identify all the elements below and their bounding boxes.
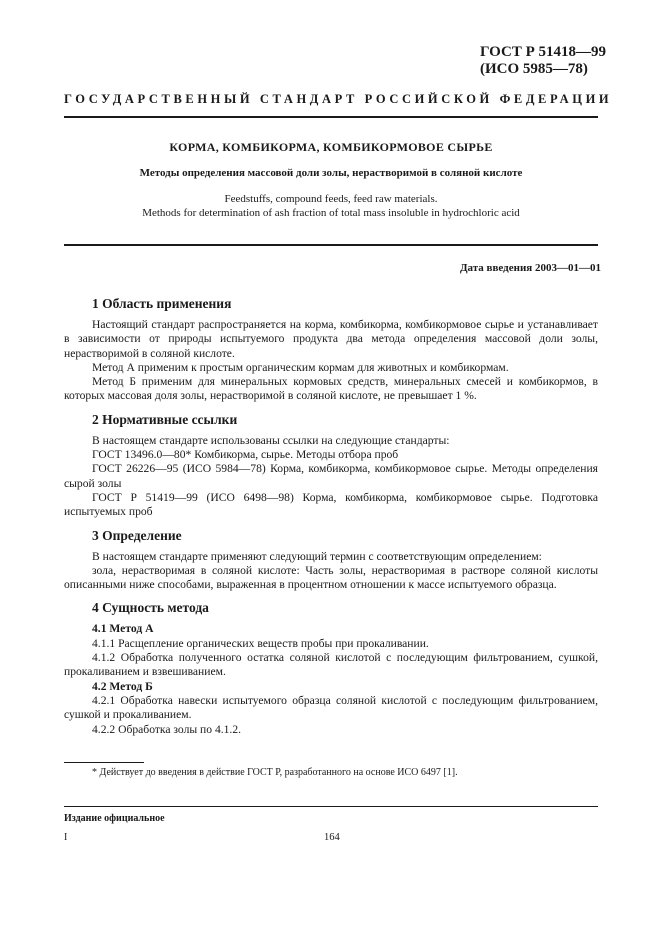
paragraph: Метод А применим к простым органическим кормам для животных и комбикормам. (92, 360, 509, 374)
section-scope (64, 296, 598, 404)
standard-code (480, 44, 606, 78)
standard-code-line2: (ИСО 5985—78) (479, 61, 588, 77)
paragraph: 4.2.2 Обработка золы по 4.1.2. (92, 722, 242, 736)
english-title-line1: Feedstuffs, compound feeds, feed raw materials. (224, 193, 438, 205)
document-body (64, 296, 598, 745)
reference-item: ГОСТ 26226—95 (ИСО 5984—78) Корма, комбикорма, комбикормовое сырье. Методы определения сырой золы (64, 462, 598, 490)
standard-code-line1: ГОСТ Р 51418—99 (479, 44, 606, 60)
section-normative-references (64, 412, 598, 520)
paragraph: Настоящий стандарт распространяется на корма, комбикорма, комбикормовое сырье и устанавливает в зависимости от природы испытуемого продукта два метода определения массовой доли золы, нерастворимой в соляной кислоте. (64, 318, 598, 360)
header-rule (64, 116, 598, 118)
sheet-mark: I (64, 832, 68, 843)
title-rule (64, 244, 598, 246)
section-method-essence (64, 600, 598, 736)
subsection-heading: 4.1 Метод А (92, 622, 154, 636)
introduction-date: Дата введения 2003—01—01 (459, 262, 601, 274)
definition-paragraph: зола, нерастворимая в соляной кислоте: Часть золы, нерастворимая в растворе соляной кислоты описанными ниже способами, выраженная в процентном отношении к массе испытуемого образца. (64, 563, 598, 592)
footnote: * Действует до введения в действие ГОСТ Р, разработанного на основе ИСО 6497 [1]. (92, 767, 458, 778)
document-subtitle: Методы определения массовой доли золы, нерастворимой в соляной кислоте (139, 167, 523, 179)
footer-rule (64, 806, 598, 807)
paragraph: В настоящем стандарте применяют следующий термин с соответствующим определением: (92, 549, 542, 563)
footnote-rule (64, 762, 144, 763)
paragraph: 4.1.2 Обработка полученного остатка соляной кислотой с последующим фильтрованием, сушкой, прокаливанием и взвешиванием. (64, 651, 598, 679)
section-heading: 1 Область применения (92, 296, 232, 311)
document-title: КОРМА, КОМБИКОРМА, КОМБИКОРМОВОЕ СЫРЬЕ (169, 140, 493, 154)
official-edition-label: Издание официальное (64, 813, 165, 824)
paragraph: 4.2.1 Обработка навески испытуемого образца соляной кислотой с последующим фильтрованием, сушкой и прокаливанием. (64, 693, 598, 722)
paragraph: 4.1.1 Расщепление органических веществ пробы при прокаливании. (92, 636, 429, 650)
page-number: 164 (324, 832, 340, 843)
paragraph: Метод Б применим для минеральных кормовых средств, минеральных смесей и комбикормов, в которых массовая доля золы, нерастворимой в соляной кислоте, не превышает 1 %. (64, 375, 598, 403)
section-heading: 2 Нормативные ссылки (92, 411, 238, 427)
subsection-heading: 4.2 Метод Б (92, 679, 153, 693)
english-title-line2: Methods for determination of ash fraction of total mass insoluble in hydrochloric acid (142, 207, 520, 219)
section-heading: 4 Сущность метода (92, 600, 209, 616)
paragraph: В настоящем стандарте использованы ссылки на следующие стандарты: (92, 433, 450, 447)
section-definition (64, 528, 598, 593)
section-heading: 3 Определение (92, 527, 182, 543)
reference-item: ГОСТ Р 51419—99 (ИСО 6498—98) Корма, комбикорма, комбикормовое сырье. Подготовка испытуемых проб (64, 490, 598, 519)
english-title (64, 192, 598, 220)
reference-item: ГОСТ 13496.0—80* Комбикорма, сырье. Методы отбора проб (92, 448, 399, 462)
state-standard-banner: ГОСУДАРСТВЕННЫЙ СТАНДАРТ РОССИЙСКОЙ ФЕДЕРАЦИИ (64, 92, 613, 106)
